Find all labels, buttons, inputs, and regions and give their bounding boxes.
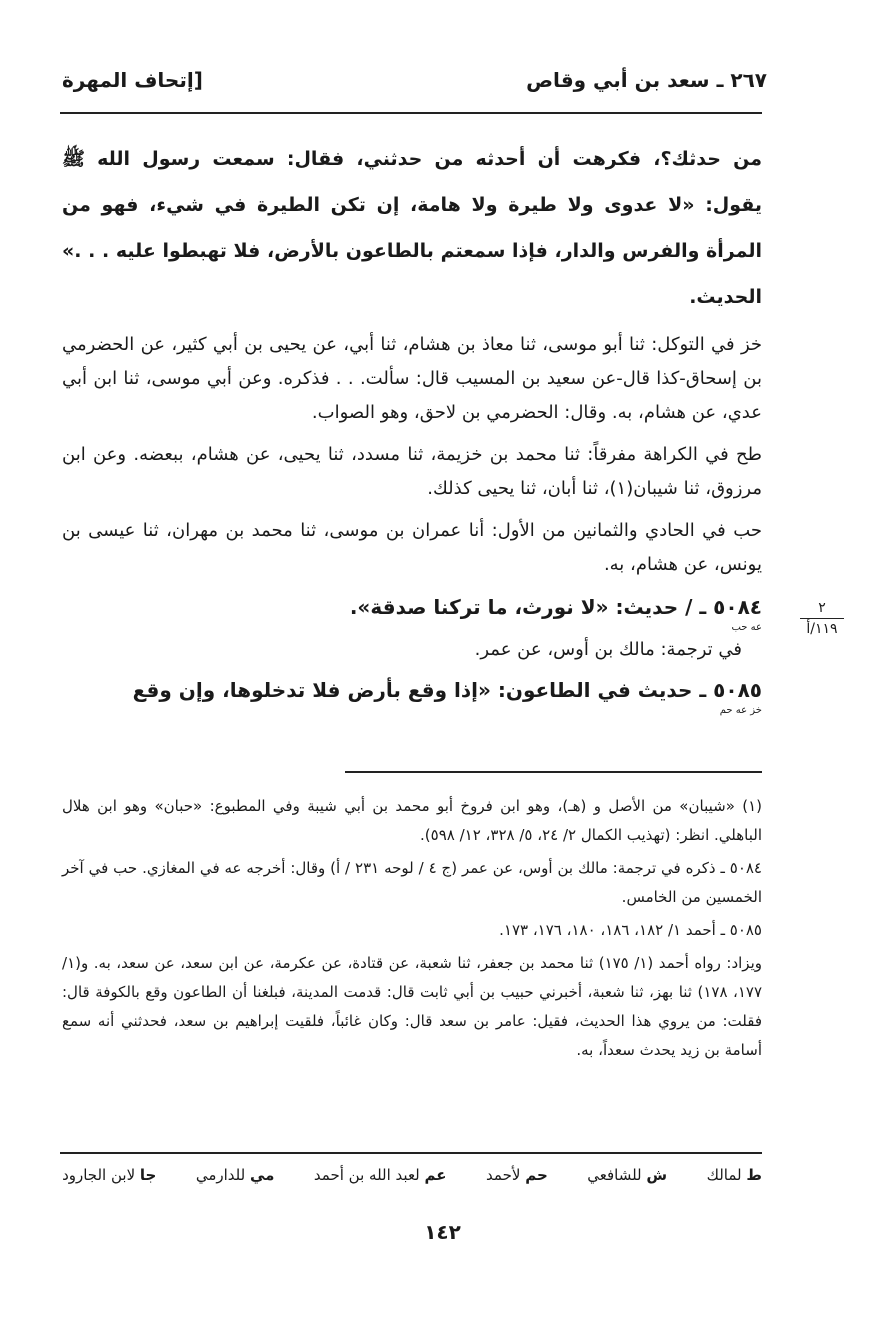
takhrij-paragraph-hb: حب في الحادي والثمانين من الأول: أنا عمران بن موسى، ثنا محمد بن مهران، ثنا عيسى بن يونس، عن هشام، به. [62,520,762,575]
hadith-5084-sigla: عه حب [731,622,762,633]
hadith-continuation: من حدثك؟، فكرهت أن أحدثه من حدثني، فقال: سمعت رسول الله ﷺ يقول: «لا عدوى ولا طيرة ولا هامة، إن تكن الطيرة في شيء، فهو من المرأة والفرس والدار، فإذا سمعتم بالطاعون بالأرض، فلا تهبطوا عليه . . .» الحديث. [62,148,762,308]
legend-item: ش للشافعي [587,1166,668,1184]
legend-item: حم لأحمد [486,1166,548,1184]
hadith-5085-sigla: خز عه حم [719,705,762,716]
takhrij-paragraph-khz: خز في التوكل: ثنا أبو موسى، ثنا معاذ بن هشام، ثنا أبي، عن يحيى بن أبي كثير، عن الحضرمي بن إسحاق-كذا قال-عن سعيد بن المسيب قال: سألت. . . فذكره. وعن أبي موسى، ثنا ابن أبي عدي، عن هشام، به. وقال: الحضرمي بن لاحق، وهو الصواب. [62,334,762,423]
footnotes [62,792,762,1069]
margin-folio-bar [800,618,844,619]
takhrij-paragraph-th: طح في الكراهة مفرقاً: ثنا محمد بن خزيمة، ثنا مسدد، ثنا يحيى، عن هشام، ببعضه. وعن ابن مرزوق، ثنا شيبان(١)، ثنا أبان، ثنا يحيى كذلك. [62,444,762,499]
abbreviation-legend [62,1166,762,1184]
legend-item: عم لعبد الله بن أحمد [313,1166,447,1184]
legend-item: مي للدارمي [195,1166,275,1184]
legend-item: ط لمالك [706,1166,762,1184]
footnote-rule [345,771,762,773]
hadith-5084 [62,592,762,622]
footnote-5085: ٥٠٨٥ ـ أحمد ١/ ١٨٢، ١٨٦، ١٨٠، ١٧٦، ١٧٣. [499,921,762,939]
margin-folio-note [800,600,844,637]
margin-folio-top: ٢ [818,600,826,616]
footnote-5085-extra: ويزاد: رواه أحمد (١/ ١٧٥) ثنا محمد بن جعفر، ثنا شعبة، عن قتادة، عن عكرمة، عن ابن سعد، عن سعد، به. و(١/ ١٧٧، ١٧٨) ثنا بهز، ثنا شعبة، أخبرني حبيب بن أبي ثابت قال: قدمت المدينة، فبلغنا أن الطاعون وقع بالكوفة قال: فقلت: من يروي هذا الحديث، فقيل: عامر بن سعد قال: وكان غائباً، فلقيت إبراهيم بن سعد، فحدثني أنه سمع أسامة بن زيد يحدث سعداً، به. [62,954,763,1059]
legend-rule [60,1152,762,1154]
hadith-5084-text: ٥٠٨٤ ـ / حديث: «لا نورث، ما تركنا صدقة». [349,595,762,619]
margin-folio-bottom: ١١٩/أ [806,621,838,637]
header-rule [60,112,762,114]
footnote-5084: ٥٠٨٤ ـ ذكره في ترجمة: مالك بن أوس، عن عمر (ج ٤ / لوحه ٢٣١ / أ) وقال: أخرجه عه في المغازي. حب في آخر الخمسين من الخامس. [62,859,762,906]
running-header-left: [إتحاف المهرة [62,68,203,92]
main-text [62,136,762,716]
hadith-5085-text: ٥٠٨٥ ـ حديث في الطاعون: «إذا وقع بأرض فلا تدخلوها، وإن وقع [132,678,762,702]
running-header-right: ٢٦٧ ـ سعد بن أبي وقاص [526,68,767,92]
legend-item: جا لابن الجارود [62,1166,157,1184]
footnote-1: (١) «شيبان» من الأصل و (هـ)، وهو ابن فروخ أبو محمد بن أبي شيبة وفي المطبوع: «حبان» وهو ابن هلال الباهلي. انظر: (تهذيب الكمال ٢/ ٢٤، ٥/ ٣٢٨، ١٢/ ٥٩٨). [62,797,762,844]
page-number: ١٤٢ [424,1220,461,1244]
hadith-5084-note: في ترجمة: مالك بن أوس، عن عمر. [474,639,742,660]
hadith-5085 [62,675,762,705]
